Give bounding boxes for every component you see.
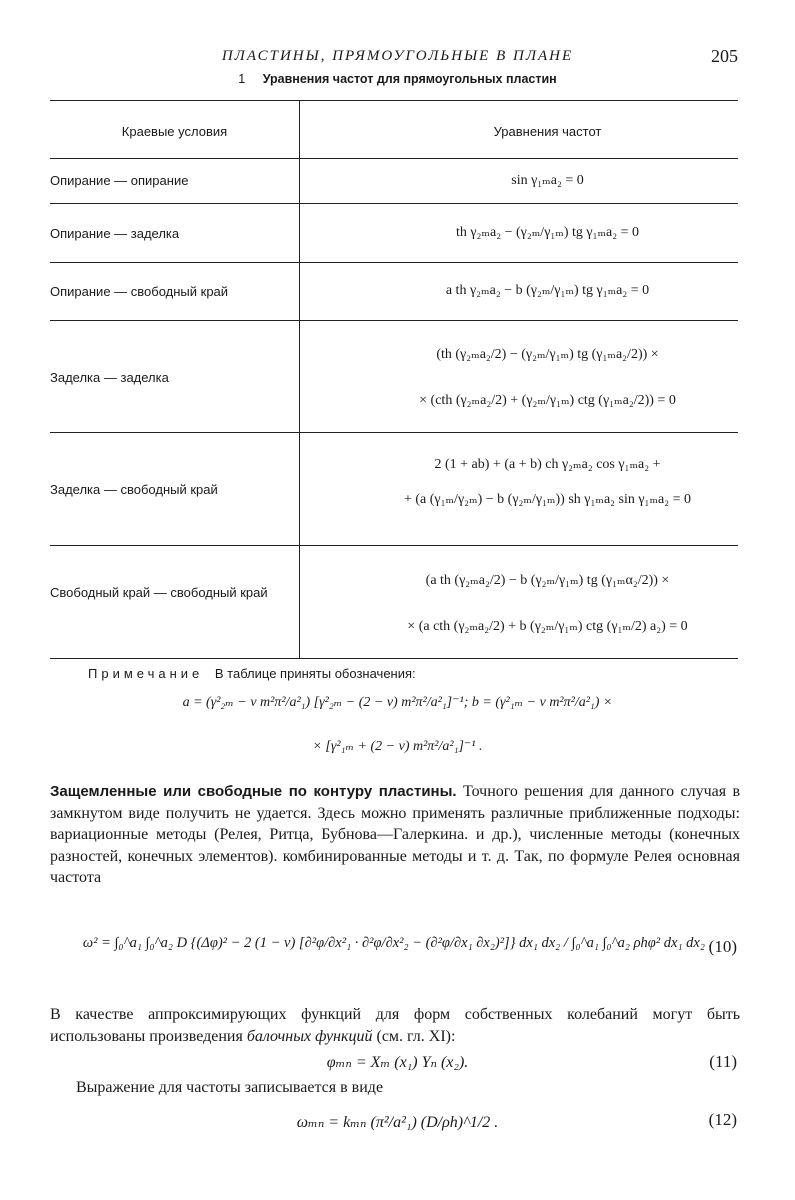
row-condition: Опирание — заделка <box>50 226 180 241</box>
formula-10: ω² = ∫₀^a₁ ∫₀^a₂ D {(Δφ)² − 2 (1 − ν) [∂²φ/∂x²₁ · ∂²φ/∂x²₂ − (∂²φ/∂x₁ ∂x₂)²]} dx₁ dx₂ / ∫₀^a₁ ∫₀^a₂ ρhφ² dx₁ dx₂ . <box>82 935 713 951</box>
row-equation-line: + (a (γ₁ₘ/γ₂ₘ) − b (γ₂ₘ/γ₁ₘ)) sh γ₁ₘa₂ sin γ₁ₘa₂ = 0 <box>403 492 692 507</box>
formula-11: φₘₙ = Xₘ (x₁) Yₙ (x₂). <box>326 1054 469 1071</box>
table-note <box>88 666 416 681</box>
row-divider <box>50 545 738 546</box>
equation-number-10: (10) <box>708 937 737 956</box>
table-number: 1 <box>238 72 246 86</box>
row-divider <box>50 262 738 263</box>
row-condition: Свободный край — свободный край <box>50 585 268 600</box>
table-header-rule <box>50 158 738 159</box>
row-equation-line: 2 (1 + ab) + (a + b) ch γ₂ₘa₂ cos γ₁ₘa₂ + <box>434 457 661 472</box>
row-divider <box>50 203 738 204</box>
row-equation-line: × (cth (γ₂ₘa₂/2) + (γ₂ₘ/γ₁ₘ) ctg (γ₁ₘa₂/2)) = 0 <box>419 393 676 408</box>
table-caption <box>0 72 795 86</box>
row-divider <box>50 432 738 433</box>
paragraph: Выражение для частоты записывается в виде <box>76 1079 384 1096</box>
formula-12: ωₘₙ = kₘₙ (π²/a²₁) (D/ρh)^1/2 . <box>296 1114 499 1131</box>
row-equation-line: (a th (γ₂ₘa₂/2) − b (γ₂ₘ/γ₁ₘ) tg (γ₁ₘα₂/2)) × <box>425 573 670 588</box>
column-header-conditions: Краевые условия <box>121 124 228 139</box>
paragraph-text: Точного решения для данного случая в замкнутом виде получить не удается. Здесь можно применять различные приближенные подходы: вариационные методы (Релея, Ритца, Бубнова—Галеркина. и др.), численные методы (конечных разностей, конечных элементов). комбинированные методы и т. д. Так, по формуле Релея основная частота <box>50 783 741 886</box>
paragraph-heading: Защемленные или свободные по контуру пластины. <box>50 783 457 800</box>
row-equation: a th γ₂ₘa₂ − b (γ₂ₘ/γ₁ₘ) tg γ₁ₘa₂ = 0 <box>445 283 650 298</box>
running-head: ПЛАСТИНЫ, ПРЯМОУГОЛЬНЫЕ В ПЛАНЕ <box>221 48 574 64</box>
row-condition: Опирание — опирание <box>50 173 189 188</box>
row-condition: Опирание — свободный край <box>50 284 229 299</box>
paragraph <box>50 781 740 889</box>
row-condition: Заделка — свободный край <box>50 482 218 497</box>
table-top-rule <box>50 100 738 101</box>
note-text: В таблице приняты обозначения: <box>214 666 416 681</box>
row-divider <box>50 320 738 321</box>
column-header-equations: Уравнения частот <box>493 124 602 139</box>
row-equation: sin γ₁ₘa₂ = 0 <box>511 173 584 188</box>
paragraph-italic: балочных функций <box>246 1027 373 1045</box>
paragraph <box>50 1004 740 1047</box>
table-caption-text: Уравнения частот для прямоугольных пластин <box>262 72 557 86</box>
row-equation-line: (th (γ₂ₘa₂/2) − (γ₂ₘ/γ₁ₘ) tg (γ₁ₘa₂/2)) × <box>436 347 659 362</box>
table-bottom-rule <box>50 658 738 659</box>
equation-number-12: (12) <box>708 1110 737 1129</box>
paragraph-text: (см. гл. XI): <box>376 1027 456 1045</box>
equation-number-11: (11) <box>709 1052 737 1071</box>
note-label: Примечание <box>88 666 204 681</box>
paragraph-text: В качестве аппроксимирующих функций для форм собственных колебаний могут быть использованы произведения <box>50 1006 740 1045</box>
row-equation: th γ₂ₘa₂ − (γ₂ₘ/γ₁ₘ) tg γ₁ₘa₂ = 0 <box>455 225 640 240</box>
row-equation-line: × (a cth (γ₂ₘa₂/2) + b (γ₂ₘ/γ₁ₘ) ctg (γ₁ₘ/2) a₂) = 0 <box>407 619 688 634</box>
note-formula: × [γ²₁ₘ + (2 − ν) m²π²/a²₁]⁻¹ . <box>312 739 483 754</box>
note-formula: a = (γ²₂ₘ − ν m²π²/a²₁) [γ²₂ₘ − (2 − ν) m²π²/a²₁]⁻¹; b = (γ²₁ₘ − ν m²π²/a²₁) × <box>182 695 613 710</box>
row-condition: Заделка — заделка <box>50 370 169 385</box>
page-number: 205 <box>711 46 738 66</box>
